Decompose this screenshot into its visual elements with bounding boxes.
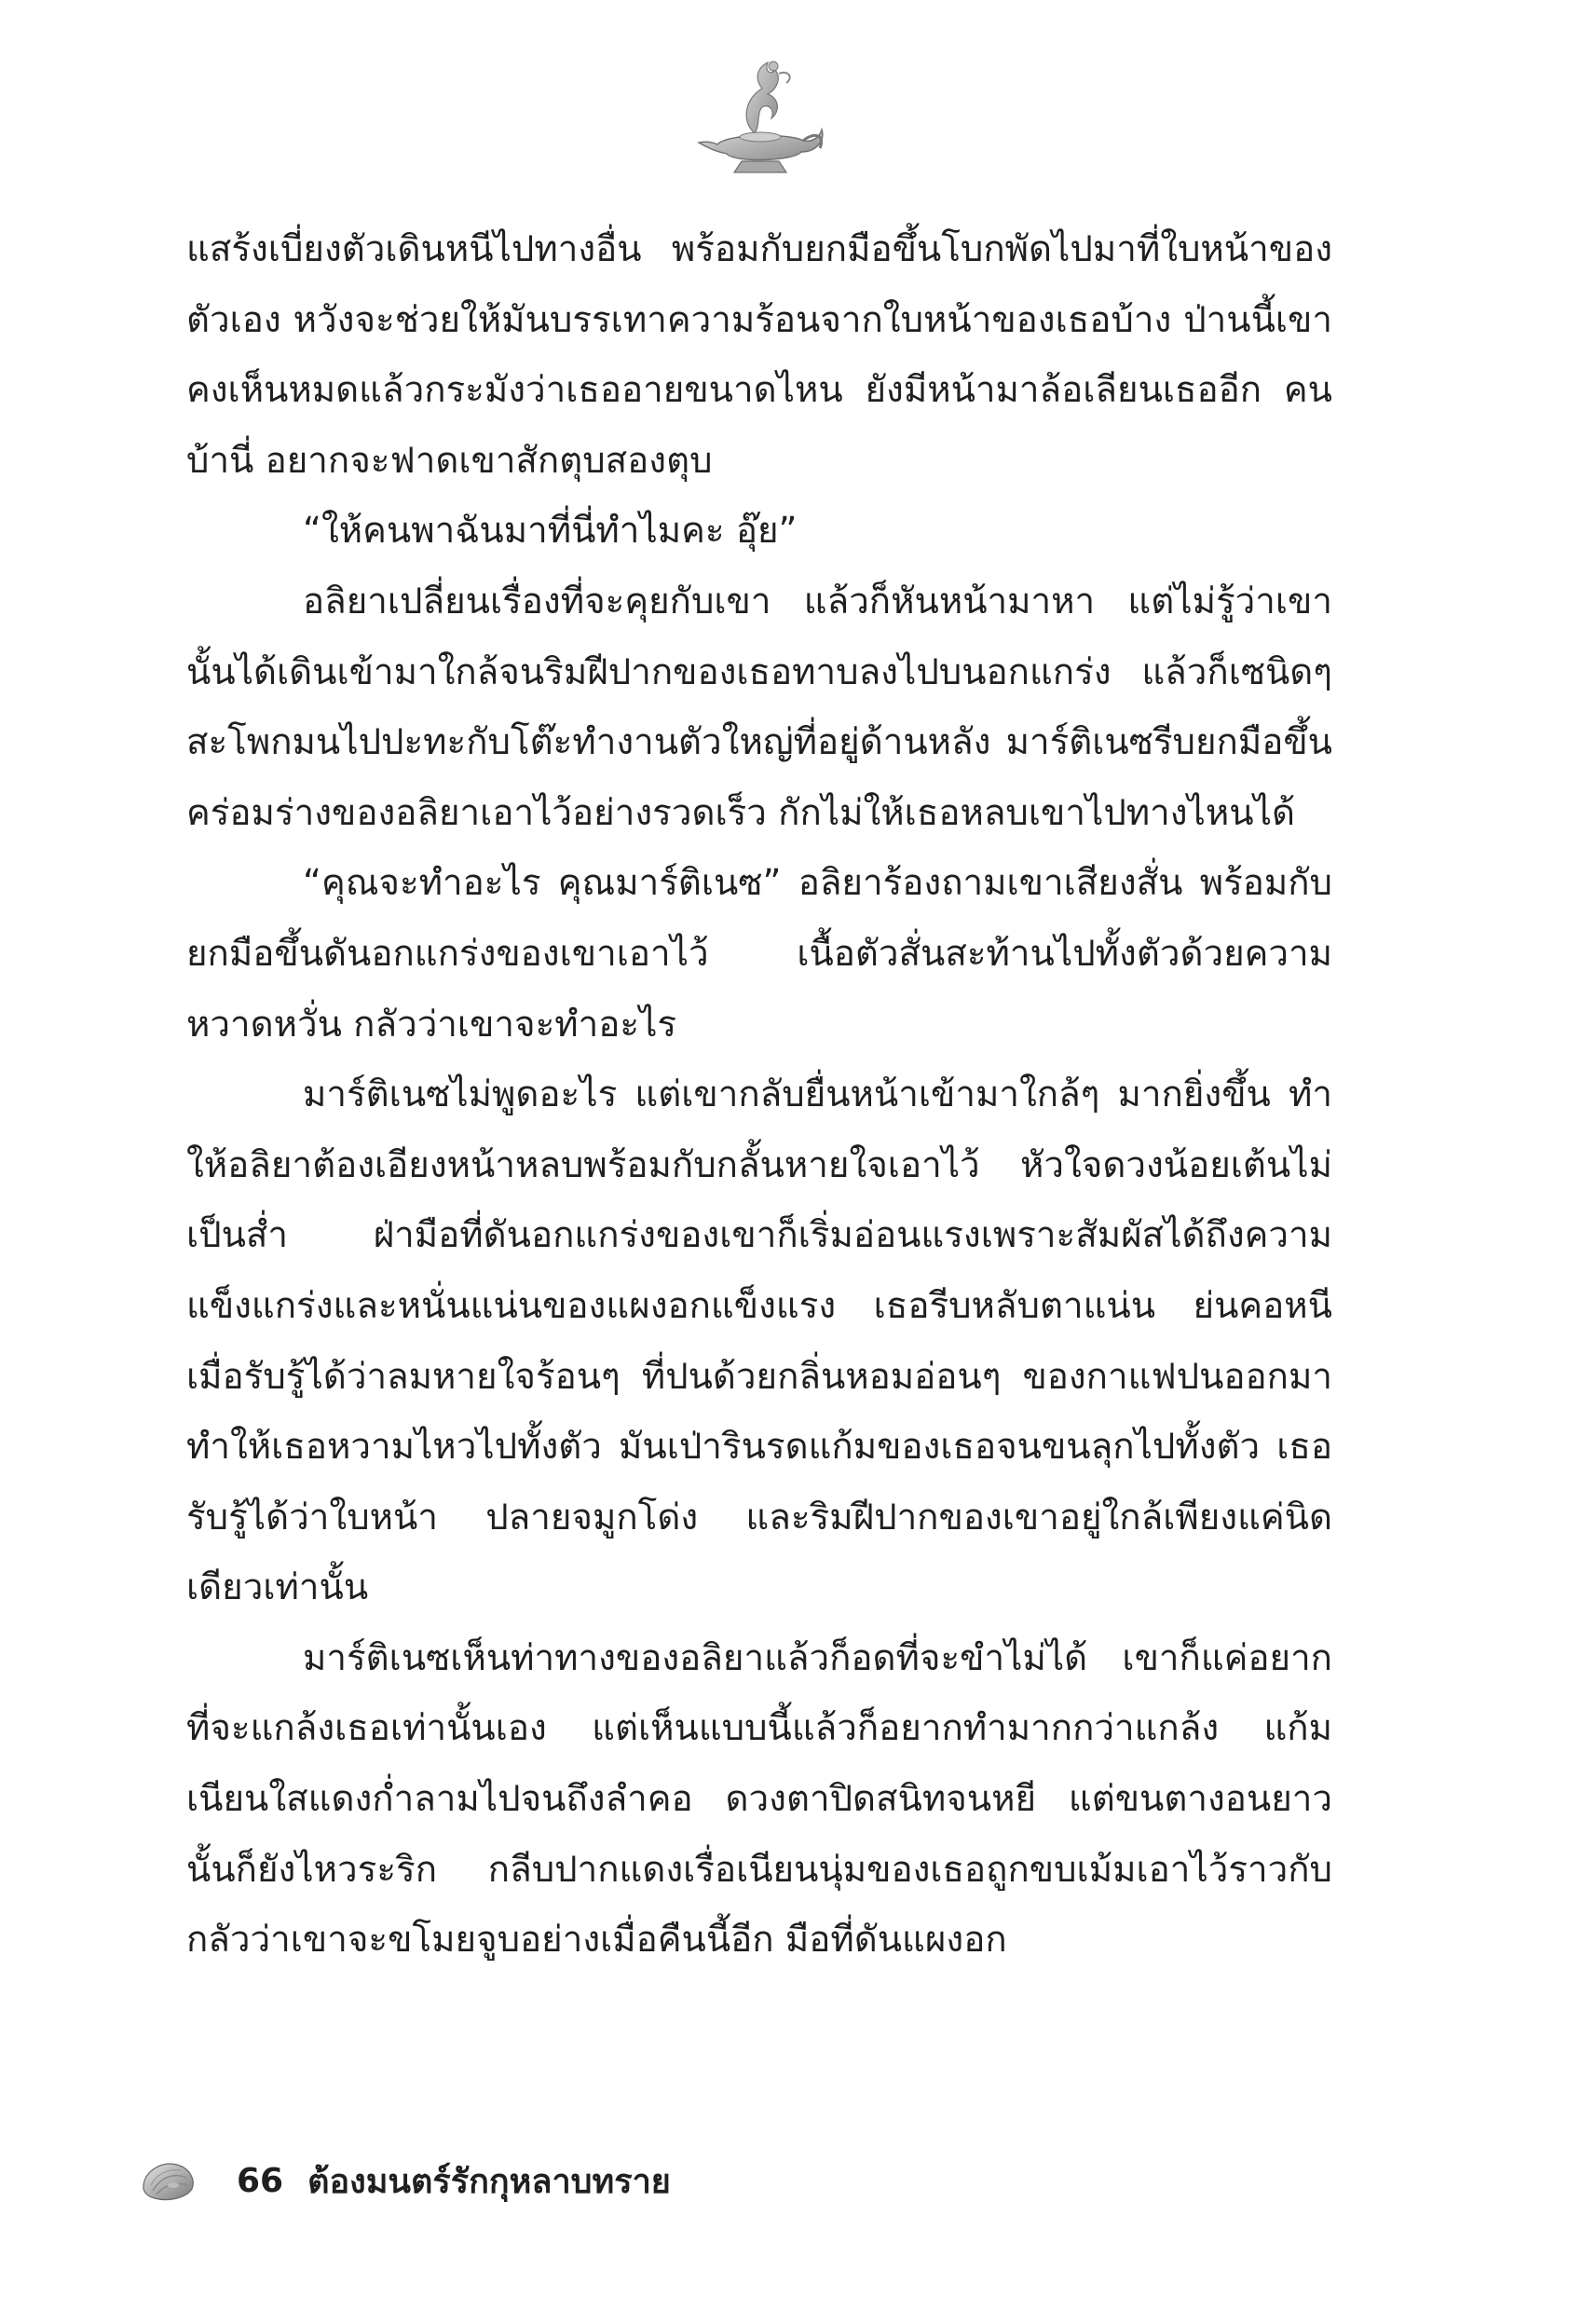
paragraph: แสร้งเบี่ยงตัวเดินหนีไปทางอื่น พร้อมกับยกมือขึ้นโบกพัดไปมาที่ใบหน้าของตัวเอง หวังจะช่วยให้มันบรรเทาความร้อนจากใบหน้าของเธอบ้าง ป่านนี้เขาคงเห็นหมดแล้วกระมังว่าเธออายขนาดไหน ยังมีหน้ามาล้อเลียนเธออีก คนบ้านี่ อยากจะฟาดเขาสักตุบสองตุบ <box>186 228 1332 482</box>
paragraph: “ให้คนพาฉันมาที่นี่ทำไมคะ อุ๊ย” <box>303 510 798 553</box>
paragraph: “คุณจะทำอะไร คุณมาร์ติเนซ” อลิยาร้องถามเขาเสียงสั่น พร้อมกับยกมือขึ้นดันอกแกร่งของเขาเอาไว้ เนื้อตัวสั่นสะท้านไปทั้งตัวด้วยความหวาดหวั่น กลัวว่าเขาจะทำอะไร <box>186 862 1332 1046</box>
seashell-icon <box>140 2157 198 2204</box>
story-text <box>186 214 1332 1976</box>
book-title: ต้องมนตร์รักกุหลาบทราย <box>307 2162 671 2201</box>
page-number: 66 <box>237 2161 284 2200</box>
paragraph: อลิยาเปลี่ยนเรื่องที่จะคุยกับเขา แล้วก็หันหน้ามาหา แต่ไม่รู้ว่าเขานั้นได้เดินเข้ามาใกล้จนริมฝีปากของเธอทาบลงไปบนอกแกร่ง แล้วก็เซนิดๆ สะโพกมนไปปะทะกับโต๊ะทำงานตัวใหญ่ที่อยู่ด้านหลัง มาร์ติเนซรีบยกมือขึ้นคร่อมร่างของอลิยาเอาไว้อย่างรวดเร็ว กักไม่ให้เธอหลบเขาไปทางไหนได้ <box>186 580 1332 834</box>
genie-lamp-ornament-icon <box>689 51 829 191</box>
paragraph: มาร์ติเนซไม่พูดอะไร แต่เขากลับยื่นหน้าเข้ามาใกล้ๆ มากยิ่งขึ้น ทำให้อลิยาต้องเอียงหน้าหลบพร้อมกับกลั้นหายใจเอาไว้ หัวใจดวงน้อยเต้นไม่เป็นส่ำ ฝ่ามือที่ดันอกแกร่งของเขาก็เริ่มอ่อนแรงเพราะสัมผัสได้ถึงความแข็งแกร่งและหนั่นแน่นของแผงอกแข็งแรง เธอรีบหลับตาแน่น ย่นคอหนีเมื่อรับรู้ได้ว่าลมหายใจร้อนๆ ที่ปนด้วยกลิ่นหอมอ่อนๆ ของกาแฟปนออกมา ทำให้เธอหวามไหวไปทั้งตัว มันเป่ารินรดแก้มของเธอจนขนลุกไปทั้งตัว เธอรับรู้ได้ว่าใบหน้า ปลายจมูกโด่ง และริมฝีปากของเขาอยู่ใกล้เพียงแค่นิดเดียวเท่านั้น <box>186 1073 1332 1609</box>
page-footer <box>140 2148 671 2213</box>
paragraph: มาร์ติเนซเห็นท่าทางของอลิยาแล้วก็อดที่จะขำไม่ได้ เขาก็แค่อยากที่จะแกล้งเธอเท่านั้นเอง แต่เห็นแบบนี้แล้วก็อยากทำมากกว่าแกล้ง แก้มเนียนใสแดงก่ำลามไปจนถึงลำคอ ดวงตาปิดสนิทจนหยี แต่ขนตางอนยาวนั้นก็ยังไหวระริก กลีบปากแดงเรื่อเนียนนุ่มของเธอถูกขบเม้มเอาไว้ราวกับกลัวว่าเขาจะขโมยจูบอย่างเมื่อคืนนี้อีก มือที่ดันแผงอก <box>186 1636 1332 1962</box>
